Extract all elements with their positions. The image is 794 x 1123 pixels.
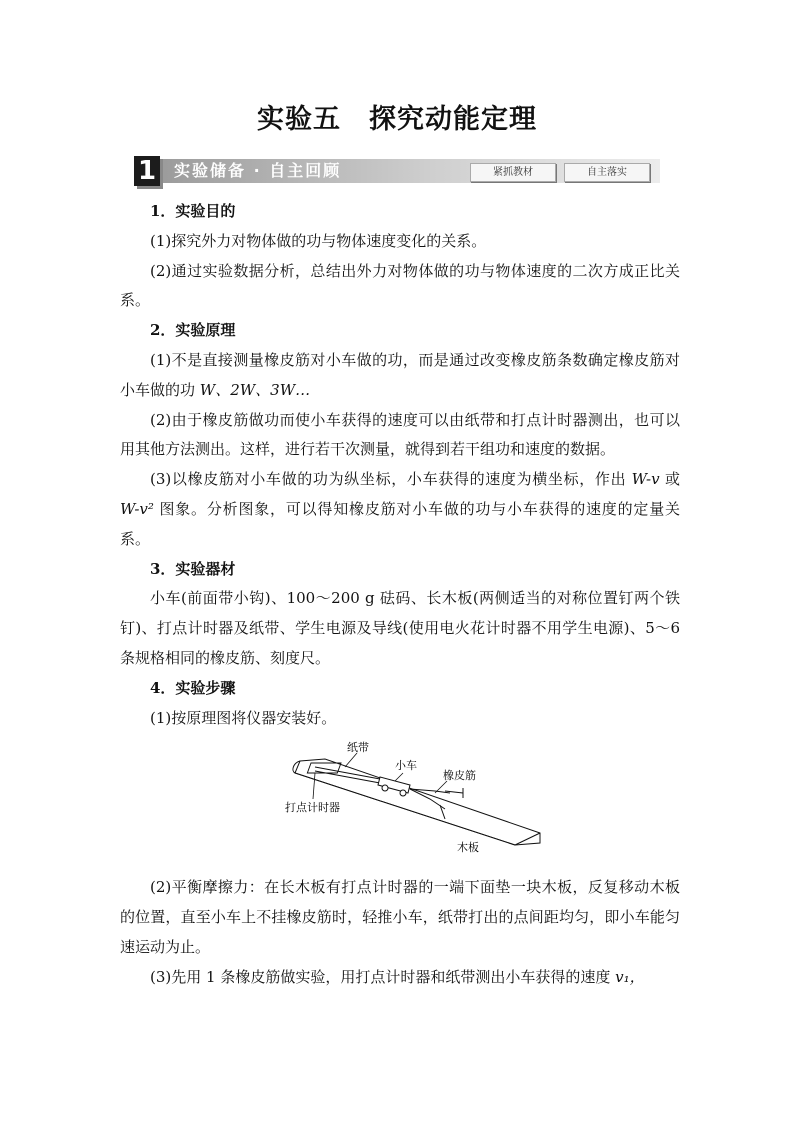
label-timer: 打点计时器 [285,801,340,815]
step-1: (1)按原理图将仪器安装好。 [150,708,337,727]
heading-purpose: 1．实验目的 [150,202,236,220]
step-3 [120,963,680,993]
document-body [120,197,680,993]
principle-3-text-c: 图象。分析图象，可以得知橡皮筋对小车做的功与小车获得的速度的定量关系。 [120,499,680,548]
title-part2: 探究动能定理 [369,104,537,135]
principle-item-3 [120,465,680,554]
title-part1: 实验五 [257,104,341,135]
section-title: 实验储备 · 自主回顾 [174,161,342,180]
apparatus-diagram [285,741,545,871]
page-title [0,97,794,136]
apparatus-figure [120,733,680,873]
textbook-button[interactable]: 紧抓教材 [470,163,556,182]
label-tape: 纸带 [347,741,369,755]
label-band: 橡皮筋 [443,769,476,783]
label-board: 木板 [457,841,479,855]
cart-wheel-1 [382,785,388,791]
heading-steps: 4．实验步骤 [150,678,236,697]
cart-wheel-2 [400,790,406,796]
heading-principle: 2．实验原理 [150,321,236,340]
purpose-item-2: (2)通过实验数据分析，总结出外力对物体做的功与物体速度的二次方成正比关系。 [120,261,680,310]
principle-3-text-a: (3)以橡皮筋对小车做的功为纵坐标，小车获得的速度为横坐标，作出 [150,470,632,489]
principle-1-math: W、2W、3W… [199,380,311,399]
section-banner [134,156,660,188]
self-study-button[interactable]: 自主落实 [564,163,650,182]
equipment-list: 小车(前面带小钩)、100～200 g 砝码、长木板(两侧适当的对称位置钉两个铁钉)、打点计时器及纸带、学生电源及导线(使用电火花计时器不用学生电源)、5～6 条规格相同的橡皮筋、刻度尺。 [120,589,680,667]
leader-car [395,773,403,781]
step-3-math: v₁， [615,967,645,986]
label-car: 小车 [395,759,417,773]
principle-3-math-1: W-v [631,470,660,489]
step-2: (2)平衡摩擦力：在长木板有打点计时器的一端下面垫一块木板，反复移动木板的位置，直至小车上不挂橡皮筋时，轻推小车，纸带打出的点间距均匀，即小车能匀速运动为止。 [120,878,680,956]
principle-1-text: (1)不是直接测量橡皮筋对小车做的功，而是通过改变橡皮筋条数确定橡皮筋对小车做的功 [120,350,680,399]
principle-3-math-2: W-v² [120,499,154,518]
principle-item-1 [120,346,680,406]
section-number: 1 [134,156,160,186]
step-3-text: (3)先用 1 条橡皮筋做实验，用打点计时器和纸带测出小车获得的速度 [150,967,616,986]
heading-equipment: 3．实验器材 [150,559,236,578]
principle-3-text-b: 或 [659,470,680,489]
principle-item-2: (2)由于橡皮筋做功而使小车获得的速度可以由纸带和打点计时器测出，也可以用其他方法测出。这样，进行若干次测量，就得到若干组功和速度的数据。 [120,410,680,459]
purpose-item-1: (1)探究外力对物体做的功与物体速度变化的关系。 [150,231,487,250]
leader-tape [345,753,357,767]
